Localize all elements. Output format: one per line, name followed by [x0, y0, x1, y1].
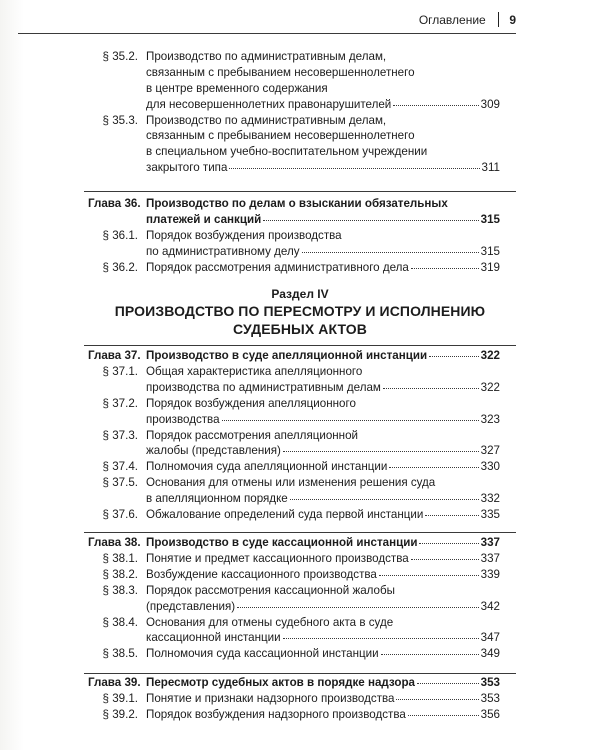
entry-text: Полномочия суда кассационной инстанции [146, 647, 379, 661]
page-number: 322 [480, 380, 500, 394]
chapter-title-line [146, 675, 500, 690]
section-title-line [146, 65, 415, 80]
chapter-number: Глава 39. [88, 676, 141, 689]
section-title-line [146, 49, 386, 64]
section-title-line [146, 97, 500, 112]
dot-leader [389, 464, 478, 468]
section-title-line [146, 260, 500, 275]
section-title-line [146, 396, 356, 411]
dot-leader [381, 651, 479, 655]
section-number: § 37.6. [102, 508, 138, 521]
section-title-line [146, 583, 395, 598]
entry-text: (представления) [146, 599, 236, 613]
dot-leader [237, 604, 479, 608]
section-number: § 38.1. [102, 551, 138, 565]
section-number: § 38.2. [102, 567, 138, 581]
chapter-number: Глава 37. [88, 349, 141, 362]
section-title-line [146, 491, 500, 506]
dot-leader [383, 385, 479, 389]
section-title-line [146, 615, 393, 630]
chapter-number: Глава 38. [88, 536, 141, 549]
section-number: § 38.5. [102, 647, 138, 661]
page-number: 337 [480, 536, 500, 549]
chapter-number: Глава 36. [88, 197, 141, 210]
section-title-line [146, 507, 500, 522]
entry-text: для несовершеннолетних правонарушителей [146, 97, 392, 111]
chapter-title-line [146, 348, 500, 363]
section-title-line [146, 475, 435, 490]
dot-leader [290, 496, 479, 500]
page-number: 322 [480, 349, 500, 362]
entry-text: Производство по административным делам, [146, 50, 387, 63]
part-heading [0, 286, 600, 338]
section-title-line [146, 128, 415, 143]
dot-leader [222, 417, 479, 421]
entry-text: производства [146, 412, 220, 426]
entry-text: кассационной инстанции [146, 631, 281, 645]
entry-text: Понятие и признаки надзорного производства [146, 691, 395, 705]
entry-text: платежей и санкций [146, 212, 262, 226]
entry-text: Порядок возбуждения апелляционного [146, 396, 356, 410]
section-rule [84, 673, 516, 674]
entry-text: Общая характеристика апелляционного [146, 364, 363, 378]
page-number: 353 [480, 691, 500, 705]
entry-text: Порядок возбуждения производства [146, 228, 342, 242]
section-title-line [146, 599, 500, 614]
section-title-line [146, 81, 328, 96]
part-title-line: СУДЕБНЫХ АКТОВ [233, 321, 367, 337]
header-rule [18, 33, 516, 34]
entry-text: Обжалование определений суда первой инстанции [146, 508, 424, 521]
section-title-line [146, 630, 500, 645]
section-title-line [146, 380, 500, 395]
section-number: § 37.1. [102, 364, 138, 378]
page-number: 311 [481, 161, 500, 175]
page-number: 330 [480, 460, 500, 474]
section-title-line [146, 113, 386, 128]
entry-text: в специальном учебно-воспитательном учреждении [146, 145, 428, 159]
dot-leader [302, 249, 479, 253]
entry-text: Возбуждение кассационного производства [146, 567, 377, 581]
section-rule [84, 345, 516, 346]
entry-text: Полномочия суда апелляционной инстанции [146, 460, 388, 474]
entry-text: Порядок рассмотрения кассационной жалобы [146, 583, 395, 597]
page-number: 349 [480, 647, 500, 661]
section-title-line [146, 691, 500, 706]
section-number: § 39.2. [102, 707, 138, 721]
section-number: § 39.1. [102, 691, 138, 705]
section-title-line [146, 412, 500, 427]
part-title-line: ПРОИЗВОДСТВО ПО ПЕРЕСМОТРУ И ИСПОЛНЕНИЮ [114, 303, 486, 319]
section-number: § 37.2. [102, 396, 138, 410]
entry-text: жалобы (представления) [146, 444, 281, 458]
section-number: § 38.4. [102, 615, 138, 629]
section-title-line [146, 144, 427, 159]
entry-text: Производство по делам о взыскании обязательных [146, 197, 448, 210]
entry-text: закрытого типа [146, 161, 228, 175]
page-number: 342 [480, 599, 500, 613]
chapter-title-line [146, 535, 500, 550]
dot-leader [229, 165, 479, 169]
page-number: 337 [480, 551, 500, 565]
dot-leader [393, 102, 478, 106]
page-number: 315 [480, 244, 500, 258]
entry-text: связанным с пребыванием несовершеннолетнего [146, 65, 415, 79]
header-separator [498, 12, 500, 27]
page-number: 319 [480, 260, 500, 274]
page-number: 347 [480, 631, 500, 645]
page-number: 323 [480, 412, 500, 426]
running-header [419, 12, 516, 27]
entry-text: Пересмотр судебных актов в порядке надзора [146, 676, 415, 689]
chapter-title-line [146, 196, 448, 211]
dot-leader [408, 712, 479, 716]
page-number: 335 [480, 508, 500, 521]
section-number: § 35.3. [102, 113, 138, 127]
section-title-line [146, 646, 500, 661]
entry-text: Понятие и предмет кассационного производства [146, 551, 409, 565]
section-title-line [146, 567, 500, 582]
entry-text: Порядок рассмотрения административного дела [146, 260, 409, 274]
section-title-line [146, 459, 500, 474]
running-header-title: Оглавление [418, 12, 486, 27]
dot-leader [396, 696, 478, 700]
entry-text: в центре временного содержания [146, 81, 328, 95]
entry-text: по административному делу [146, 244, 300, 258]
page-number: 339 [480, 567, 500, 581]
section-title-line [146, 364, 362, 379]
section-title-line [146, 228, 342, 243]
section-number: § 37.5. [102, 476, 138, 490]
page-number: 315 [480, 212, 500, 226]
entry-text: Основания для отмены судебного акта в суде [146, 615, 394, 629]
entry-text: Производство в суде кассационной инстанции [146, 536, 418, 549]
dot-leader [283, 448, 479, 452]
section-rule [84, 191, 516, 192]
section-number: § 36.1. [102, 228, 138, 242]
page-number: 356 [480, 707, 500, 721]
page-number: 353 [480, 676, 500, 689]
dot-leader [263, 217, 478, 221]
page-number: 309 [480, 97, 500, 111]
section-title-line [146, 244, 500, 259]
entry-text: Порядок возбуждения надзорного производства [146, 707, 406, 721]
dot-leader [425, 512, 478, 516]
section-number: § 38.3. [102, 583, 138, 597]
page-number: 332 [480, 492, 500, 506]
entry-text: Производство в суде апелляционной инстанции [146, 349, 428, 362]
entry-text: Производство по административным делам, [146, 113, 387, 127]
entry-text: в апелляционном порядке [146, 492, 288, 506]
section-number: § 35.2. [102, 50, 138, 63]
section-title-line [146, 551, 500, 566]
part-label: Раздел IV [271, 287, 329, 301]
page-number: 327 [480, 444, 500, 458]
entry-text: связанным с пребыванием несовершеннолетнего [146, 129, 415, 143]
entry-text: Основания для отмены или изменения решения суда [146, 476, 436, 490]
section-title-line [146, 443, 500, 458]
section-title-line [146, 160, 500, 175]
entry-text: Порядок рассмотрения апелляционной [146, 428, 359, 442]
dot-leader [283, 635, 479, 639]
section-rule [84, 532, 516, 533]
entry-text: производства по административным делам [146, 380, 381, 394]
chapter-title-line [146, 212, 500, 227]
dot-leader [411, 265, 479, 269]
section-number: § 37.3. [102, 428, 138, 442]
section-number: § 37.4. [102, 460, 138, 474]
section-title-line [146, 707, 500, 722]
dot-leader [419, 540, 478, 544]
dot-leader [417, 680, 479, 684]
section-title-line [146, 428, 358, 443]
running-header-page-number: 9 [509, 12, 516, 27]
dot-leader [411, 556, 479, 560]
section-number: § 36.2. [102, 260, 138, 274]
dot-leader [379, 572, 479, 576]
dot-leader [429, 353, 479, 357]
